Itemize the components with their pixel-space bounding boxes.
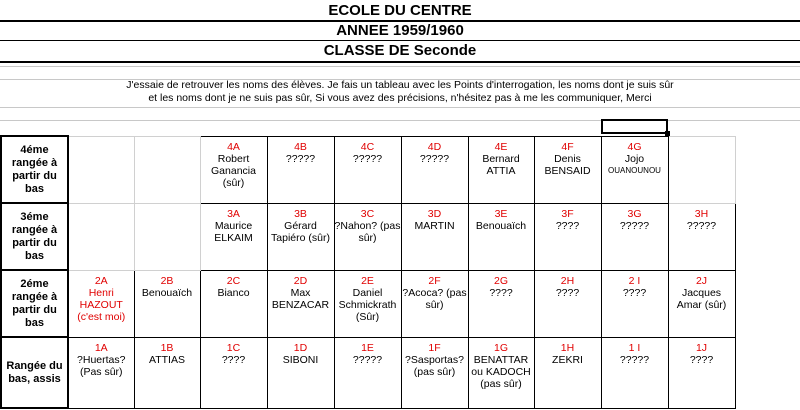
seat-code: 3F [561,207,574,220]
seat-name: ????? [686,219,717,232]
seat-cell[interactable] [68,337,134,408]
seat-cell[interactable] [68,270,134,337]
seat-cell[interactable] [468,203,534,270]
seat-name: ????? [352,152,383,165]
seat-name: Denis BENSAID [544,152,591,177]
seat-code: 3A [227,207,240,220]
seat-cell[interactable] [534,136,601,203]
seat-code: 4A [227,140,240,153]
title-divider-3 [0,61,800,63]
seat-row [1,270,735,337]
seat-cell[interactable] [601,337,668,408]
seat-name: ???? [555,286,580,299]
seat-cell[interactable] [401,270,468,337]
seat-cell[interactable] [534,337,601,408]
seating-rows [1,136,735,408]
seating-grid [0,135,736,409]
seat-cell[interactable] [134,337,200,408]
seat-cell[interactable] [200,270,267,337]
seat-name: ???? [555,219,580,232]
seat-cell[interactable] [200,337,267,408]
seat-name: SIBONI [282,353,319,366]
row-label: 2éme rangée à partir du bas [1,270,68,337]
seat-code: 1A [94,341,108,354]
seat-cell[interactable] [534,270,601,337]
seat-cell[interactable] [267,337,334,408]
seat-name: ????? [619,353,650,366]
seat-code: 2F [428,274,441,287]
seat-name: Benouaïch [141,286,193,299]
class-title: CLASSE DE Seconde [323,42,477,59]
empty-seat-cell[interactable] [68,136,134,203]
seat-name-line2: OUANOUNOU [608,165,661,175]
seat-cell[interactable] [334,337,401,408]
empty-seat-cell[interactable] [134,136,200,203]
seat-name: Bernard ATTIA [482,152,520,177]
seat-cell[interactable] [601,136,668,203]
seat-name: Henri HAZOUT (c'est moi) [77,286,126,323]
intro-line-2: et les noms dont je ne suis pas sûr, Si vous avez des précisions, n'hésitez pas à me les communiquer, Merci [148,92,652,104]
seat-cell[interactable] [401,337,468,408]
grid-line [0,66,800,67]
seat-code: 2G [493,274,508,287]
seat-cell[interactable] [668,337,735,408]
seat-code: 1F [428,341,441,354]
seat-code: 4E [494,140,508,153]
seat-code: 2J [695,274,708,287]
empty-seat-cell[interactable] [134,203,200,270]
seat-cell[interactable] [334,136,401,203]
seat-code: 2B [160,274,174,287]
seat-code: 1J [695,341,708,354]
intro-line-1: J'essaie de retrouver les noms des élèves. Je fais un tableau avec les Points d'interrogation, les noms dont je suis sûr [126,79,674,91]
seat-code: 1H [560,341,575,354]
seat-cell[interactable] [134,270,200,337]
seat-row [1,203,735,270]
year-title: ANNEE 1959/1960 [336,22,464,39]
seat-cell[interactable] [200,203,267,270]
seat-code: 1C [226,341,241,354]
seat-code: 2E [361,274,374,287]
seat-name: ????? [352,353,383,366]
seat-name: ?Huertas? (Pas sûr) [77,353,126,378]
intro-text [0,79,800,105]
seat-code: 4C [360,140,375,153]
seat-name: ???? [689,353,714,366]
seat-name: ?Nahon? (pas sûr) [334,219,401,244]
seat-cell[interactable] [668,203,735,270]
seat-cell[interactable] [468,270,534,337]
seat-code: 4F [561,140,574,153]
row-label: 3éme rangée à partir du bas [1,203,68,270]
seat-code: 3H [694,207,709,220]
seat-code: 1G [493,341,508,354]
seat-cell[interactable] [334,203,401,270]
seat-name: ????? [285,152,316,165]
seat-code: 2 I [628,274,641,287]
seat-code: 4G [627,140,642,153]
seat-name: ATTIAS [149,353,185,366]
row-label: Rangée du bas, assis [1,337,68,408]
seat-name: Benouaïch [475,219,527,232]
seat-cell[interactable] [401,203,468,270]
seat-cell[interactable] [401,136,468,203]
seat-cell[interactable] [267,203,334,270]
seat-code: 3B [294,207,307,220]
seat-cell[interactable] [200,136,267,203]
seat-cell[interactable] [601,203,668,270]
seat-name: Daniel Schmickrath (Sûr) [338,286,397,323]
seat-code: 1B [160,341,174,354]
seat-name: MARTIN [414,219,455,232]
seat-code: 2C [226,274,241,287]
seat-code: 4B [294,140,307,153]
seat-code: 2D [293,274,308,287]
seat-cell[interactable] [267,136,334,203]
empty-seat-cell[interactable] [668,136,735,203]
seat-name: ?Sasportas? (pas sûr) [405,353,464,378]
seat-code: 1E [361,341,374,354]
seat-code: 2A [94,274,108,287]
seat-code: 3D [427,207,442,220]
seat-cell[interactable] [334,270,401,337]
seat-row [1,337,735,408]
seat-name: ????? [619,219,650,232]
seat-name: BENATTAR ou KADOCH (pas sûr) [471,353,531,390]
seat-code: 3E [494,207,508,220]
seat-cell[interactable] [534,203,601,270]
seat-name: Maurice ELKAIM [214,219,253,244]
seat-code: 2H [560,274,575,287]
selected-cell[interactable] [601,119,668,134]
seat-name: Jacques Amar (sûr) [676,286,727,311]
school-title: ECOLE DU CENTRE [328,2,472,19]
seat-name: Gérard Tapiéro (sûr) [271,219,330,244]
seat-row [1,136,735,203]
seat-name: Bianco [217,286,250,299]
seat-cell[interactable] [468,136,534,203]
seat-cell[interactable] [668,270,735,337]
empty-seat-cell[interactable] [68,203,134,270]
seat-cell[interactable] [267,270,334,337]
seat-name: ????? [419,152,450,165]
grid-line [0,120,800,121]
seat-cell[interactable] [601,270,668,337]
seat-cell[interactable] [468,337,534,408]
seat-name: ZEKRI [552,353,583,366]
row-label: 4éme rangée à partir du bas [1,136,68,203]
seat-code: 3G [627,207,642,220]
seat-name: ???? [221,353,246,366]
seat-code: 4D [427,140,442,153]
seat-code: 1D [293,341,308,354]
grid-line [0,107,800,108]
seat-name: ???? [489,286,513,299]
seat-name: ?Acoca? (pas sûr) [402,286,467,311]
seat-name: Jojo [624,152,645,165]
seat-code: 1 I [628,341,641,354]
seat-name: Max BENZACAR [271,286,330,311]
seat-code: 3C [360,207,375,220]
seat-name: ???? [622,286,647,299]
seat-name: Robert Ganancia (sûr) [211,152,256,189]
